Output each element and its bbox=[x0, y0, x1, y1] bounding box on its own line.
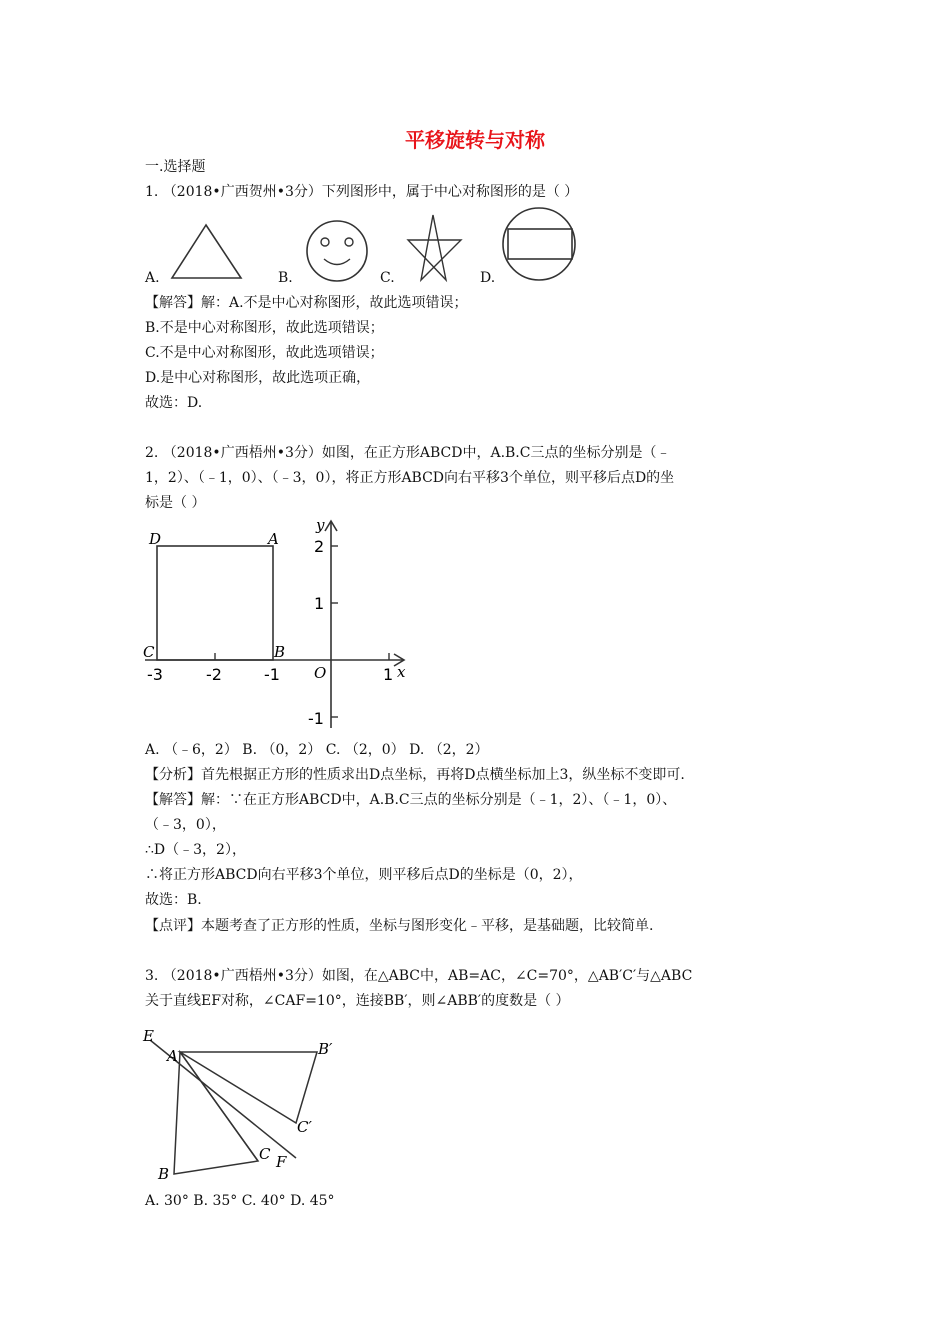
q3-stem-line: 关于直线EF对称，∠CAF=10°，连接BB′，则∠ABB′的度数是（ ） bbox=[145, 993, 570, 1009]
point-a-label: A bbox=[268, 530, 279, 548]
origin-label: O bbox=[314, 664, 327, 682]
q2-options: A. （﹣6，2） B. （0，2） C. （2，0） D. （2，2） bbox=[145, 742, 489, 758]
q1-answer-line: C.不是中心对称图形，故此选项错误； bbox=[145, 345, 384, 361]
x-tick-label: 1 bbox=[383, 665, 394, 684]
q2-analysis: 【分析】首先根据正方形的性质求出D点坐标，再将D点横坐标加上3，纵坐标不变即可. bbox=[145, 767, 685, 783]
point-b-label: B bbox=[274, 643, 286, 661]
point-c-label: C bbox=[143, 643, 155, 661]
x-tick-label: -3 bbox=[147, 665, 163, 684]
q1-answer-line: 【解答】解：A.不是中心对称图形，故此选项错误； bbox=[145, 295, 468, 311]
x-tick-label: -1 bbox=[264, 665, 280, 684]
q2-comment: 【点评】本题考查了正方形的性质，坐标与图形变化﹣平移，是基础题，比较简单. bbox=[145, 918, 654, 934]
triangle-ab-prime-c-prime bbox=[180, 1052, 317, 1123]
q2-answer-line: 故选：B. bbox=[145, 892, 202, 908]
page-title: 平移旋转与对称 bbox=[405, 128, 545, 152]
q1-option-b: B. bbox=[278, 270, 293, 286]
section-heading: 一.选择题 bbox=[145, 159, 206, 175]
point-b-prime-label: B′ bbox=[318, 1040, 333, 1058]
q1-answer-line: 故选：D. bbox=[145, 395, 203, 411]
y-axis-label: y bbox=[316, 516, 325, 534]
point-c-label: C bbox=[259, 1145, 271, 1163]
q3-stem-line: 3. （2018•广西梧州•3分）如图，在△ABC中，AB=AC，∠C=70°，△AB′C′与△ABC bbox=[145, 968, 693, 984]
point-f-label: F bbox=[276, 1153, 287, 1171]
q3-options: A. 30° B. 35° C. 40° D. 45° bbox=[145, 1193, 335, 1209]
x-tick-label: -2 bbox=[206, 665, 222, 684]
y-tick-label: 2 bbox=[314, 537, 325, 556]
q1-answer-line: D.是中心对称图形，故此选项正确， bbox=[145, 370, 371, 386]
q2-answer-line: （﹣3，0）， bbox=[145, 817, 226, 833]
q1-stem: 1. （2018•广西贺州•3分）下列图形中，属于中心对称图形的是（ ） bbox=[145, 184, 579, 200]
q1-answer-line: B.不是中心对称图形，故此选项错误； bbox=[145, 320, 384, 336]
q2-stem-line: 1，2）、（﹣1，0）、（﹣3，0），将正方形ABCD向右平移3个单位，则平移后点D的坐 bbox=[145, 470, 675, 486]
q2-answer-line: ∴将正方形ABCD向右平移3个单位，则平移后点D的坐标是（0，2）， bbox=[145, 867, 583, 883]
point-a-label: A bbox=[167, 1047, 178, 1065]
q2-answer-line: 【解答】解：∵在正方形ABCD中，A.B.C三点的坐标分别是（﹣1，2）、（﹣1，0）、 bbox=[145, 792, 677, 808]
q1-option-d: D. bbox=[480, 270, 496, 286]
q2-stem-line: 2. （2018•广西梧州•3分）如图，在正方形ABCD中，A.B.C三点的坐标分别是（﹣ bbox=[145, 445, 671, 461]
y-tick-label: -1 bbox=[308, 709, 324, 728]
q1-option-a: A. bbox=[145, 270, 160, 286]
q1-option-c: C. bbox=[380, 270, 395, 286]
q2-answer-line: ∴D（﹣3，2）， bbox=[145, 842, 246, 858]
x-axis-label: x bbox=[397, 663, 406, 681]
q2-stem-line: 标是（ ） bbox=[145, 495, 206, 511]
point-b-label: B bbox=[158, 1165, 170, 1183]
point-e-label: E bbox=[143, 1027, 154, 1045]
y-tick-label: 1 bbox=[314, 594, 325, 613]
point-d-label: D bbox=[149, 530, 162, 548]
point-c-prime-label: C′ bbox=[297, 1118, 312, 1136]
